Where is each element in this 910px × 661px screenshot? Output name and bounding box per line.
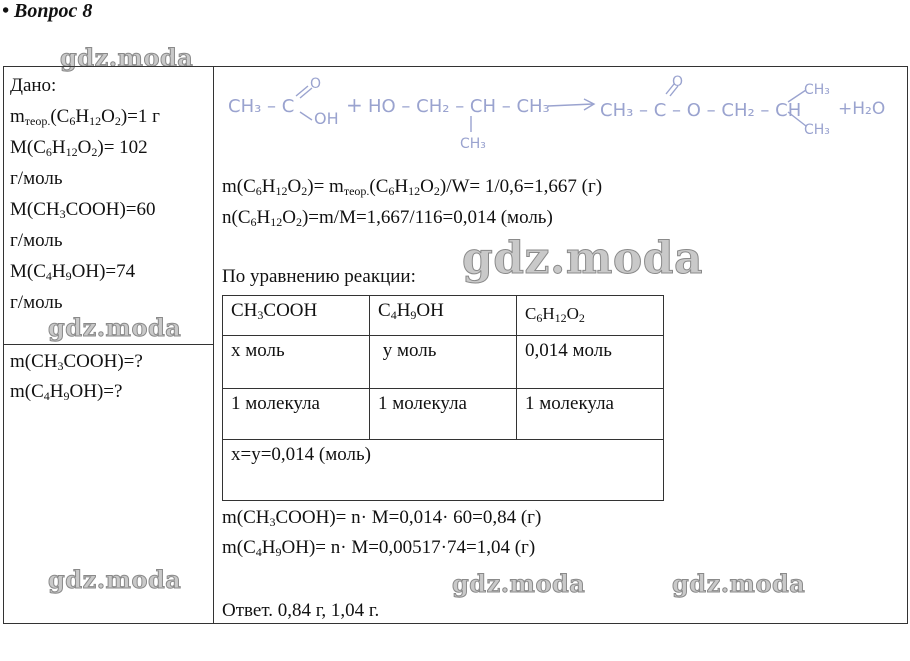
watermark: gdz.moda: [672, 569, 806, 598]
svg-text:+: +: [346, 93, 363, 117]
table-cell: 0,014 моль: [517, 336, 664, 389]
table-cell: x моль: [223, 336, 370, 389]
given-label: Дано:: [10, 75, 57, 96]
watermark: gdz.moda: [48, 565, 182, 594]
given-block: [10, 70, 210, 318]
solution-mass-acid: $m(CH_3COOH)= n\cdot M=0,014\cdot 60=0,84$ (г): [222, 507, 542, 529]
solution-answer: Ответ. 0,84 г, 1,04 г.: [222, 600, 380, 621]
svg-text:+H₂O: +H₂O: [838, 99, 886, 119]
watermark: gdz.moda: [60, 43, 194, 72]
svg-text:CH₃: CH₃: [804, 122, 830, 138]
table-header-alcohol: $C_4H_9OH$: [370, 296, 517, 336]
given-M-acid: $M(CH_3COOH)=60$: [10, 199, 156, 221]
watermark: gdz.moda: [462, 233, 704, 284]
watermark: gdz.moda: [452, 569, 586, 598]
svg-text:CH₃ – C: CH₃ – C: [228, 96, 295, 117]
given-find-divider: [3, 344, 214, 345]
svg-text:O: O: [310, 76, 322, 92]
column-divider: [213, 66, 214, 624]
page-title: • Вопрос 8: [2, 0, 93, 22]
watermark: gdz.moda: [48, 313, 182, 342]
svg-text:CH₃ – C – O – CH₂ – CH: CH₃ – C – O – CH₂ – CH: [600, 100, 802, 121]
table-header-ester: $C_6H_{12}O_2$: [517, 296, 664, 336]
table-cell: y моль: [370, 336, 517, 389]
table-header-acid: $CH_3COOH$: [223, 296, 370, 336]
given-unit: г/моль: [10, 168, 63, 189]
svg-text:CH₃: CH₃: [460, 136, 486, 152]
svg-text:HO – CH₂ – CH – CH₃: HO – CH₂ – CH – CH₃: [368, 96, 550, 117]
given-M-ester: $M(C_6H_{12}O_2)= 102$: [10, 137, 148, 159]
given-unit: г/моль: [10, 230, 63, 251]
solution-mass-ester: $m(C_6H_{12}O_2)= m_{теор.}(C_6H_{12}O_2)/W= 1/0,6=1,667$ (г): [222, 176, 603, 198]
find-block: [10, 347, 210, 407]
solution-mass-alcohol: $m(C_4H_9OH)= n\cdot M=0,00517\cdot 74=1,04$ (г): [222, 537, 536, 559]
table-cell: 1 молекула: [517, 389, 664, 440]
solution-moles-ester: $n(C_6H_{12}O_2)=m/M=1,667/116=0,014$ (моль): [222, 207, 553, 229]
ratio-table: [222, 295, 664, 501]
given-m-teor: $m_{теор.}(C_6H_{12}O_2)=1$ г: [10, 106, 160, 128]
solution-by-equation: По уравнению реакции:: [222, 266, 416, 287]
table-cell: 1 молекула: [223, 389, 370, 440]
given-M-alcohol: $M(C_4H_9OH)=74$: [10, 261, 136, 283]
find-alcohol: $m(C_4H_9OH)=$?: [10, 381, 123, 403]
table-result: x=y=0,014 (моль): [223, 440, 664, 501]
reaction-equation-drawing: [228, 74, 888, 154]
table-cell: 1 молекула: [370, 389, 517, 440]
svg-text:CH₃: CH₃: [804, 82, 830, 98]
svg-text:OH: OH: [314, 109, 339, 128]
find-acid: $m(CH_3COOH)=$?: [10, 351, 143, 373]
given-unit: г/моль: [10, 292, 63, 313]
svg-text:O: O: [672, 74, 684, 90]
